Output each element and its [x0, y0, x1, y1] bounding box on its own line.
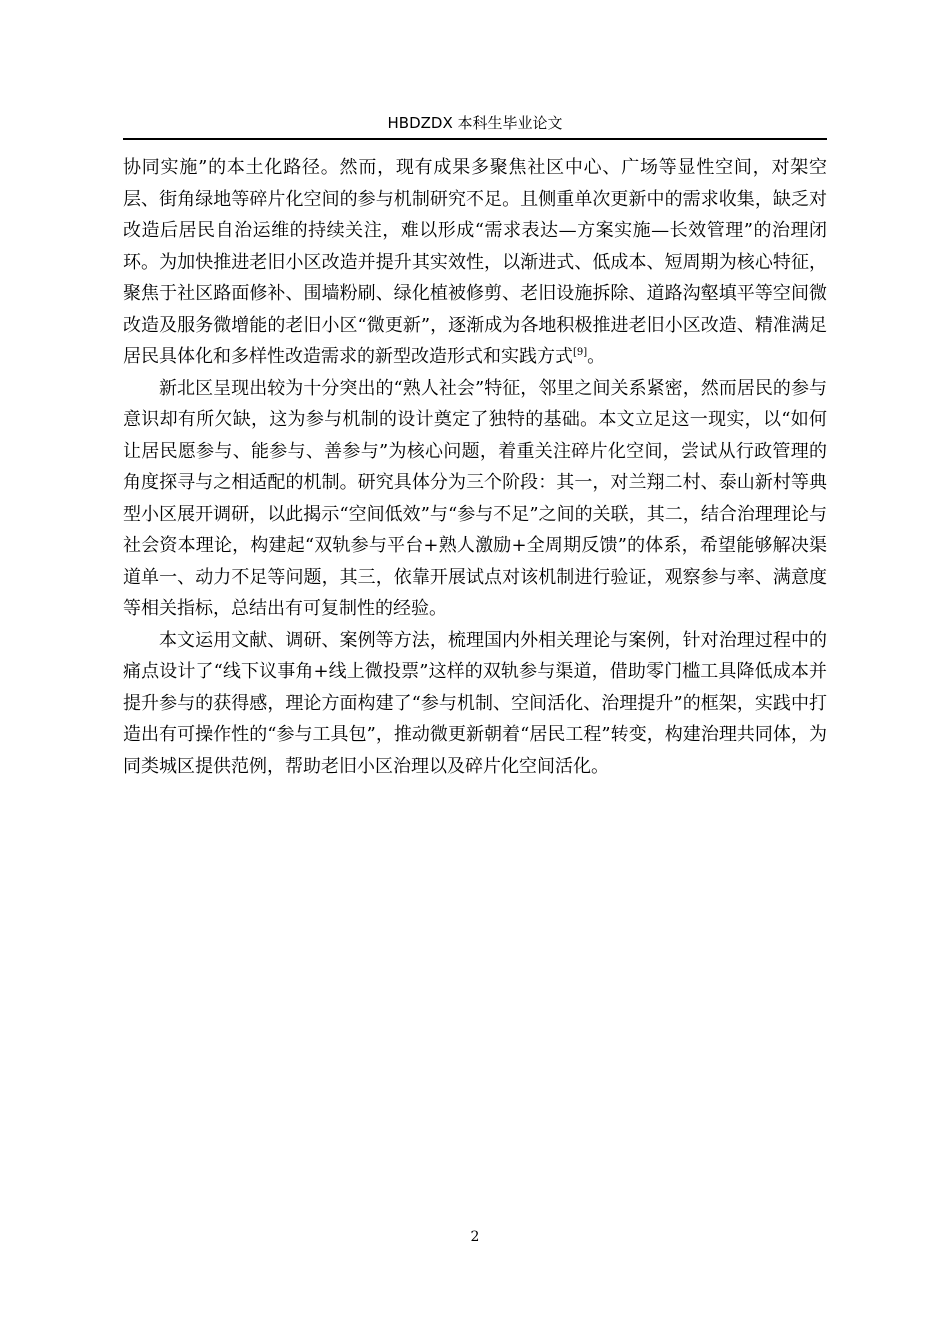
paragraph-tail: 。	[587, 346, 606, 367]
body-text	[123, 152, 827, 782]
running-header: HBDZDX 本科生毕业论文	[387, 114, 563, 132]
paragraph-continued	[123, 152, 827, 373]
paragraph: 本文运用文献、调研、案例等方法，梳理国内外相关理论与案例，针对治理过程中的痛点设计了“线下议事角+线上微投票”这样的双轨参与渠道，借助零门槛工具降低成本并提升参与的获得感，理论方面构建了“参与机制、空间活化、治理提升”的框架，实践中打造出有可操作性的“参与工具包”，推动微更新朝着“居民工程”转变，构建治理共同体，为同类城区提供范例，帮助老旧小区治理以及碎片化空间活化。	[123, 629, 827, 777]
paragraph: 新北区呈现出较为十分突出的“熟人社会”特征，邻里之间关系紧密，然而居民的参与意识却有所欠缺，这为参与机制的设计奠定了独特的基础。本文立足这一现实，以“如何让居民愿参与、能参与、善参与”为核心问题，着重关注碎片化空间，尝试从行政管理的角度探寻与之相适配的机制。研究具体分为三个阶段：其一，对兰翔二村、泰山新村等典型小区展开调研，以此揭示“空间低效”与“参与不足”之间的关联，其二，结合治理理论与社会资本理论，构建起“双轨参与平台+熟人激励+全周期反馈”的体系，希望能够解决渠道单一、动力不足等问题，其三，依靠开展试点对该机制进行验证，观察参与率、满意度等相关指标，总结出有可复制性的经验。	[123, 377, 827, 619]
page-number: 2	[470, 1229, 480, 1245]
paragraph-text: 协同实施”的本土化路径。然而，现有成果多聚焦社区中心、广场等显性空间，对架空层、街角绿地等碎片化空间的参与机制研究不足。且侧重单次更新中的需求收集，缺乏对改造后居民自治运维的持续关注，难以形成“需求表达—方案实施—长效管理”的治理闭环。为加快推进老旧小区改造并提升其实效性，以渐进式、低成本、短周期为核心特征，聚焦于社区路面修补、围墙粉刷、绿化植被修剪、老旧设施拆除、道路沟壑填平等空间微改造及服务微增能的老旧小区“微更新”，逐渐成为各地积极推进老旧小区改造、精准满足居民具体化和多样性改造需求的新型改造形式和实践方式	[123, 157, 827, 367]
header-rule	[123, 138, 827, 140]
citation-marker[interactable]: [9]	[573, 347, 588, 358]
